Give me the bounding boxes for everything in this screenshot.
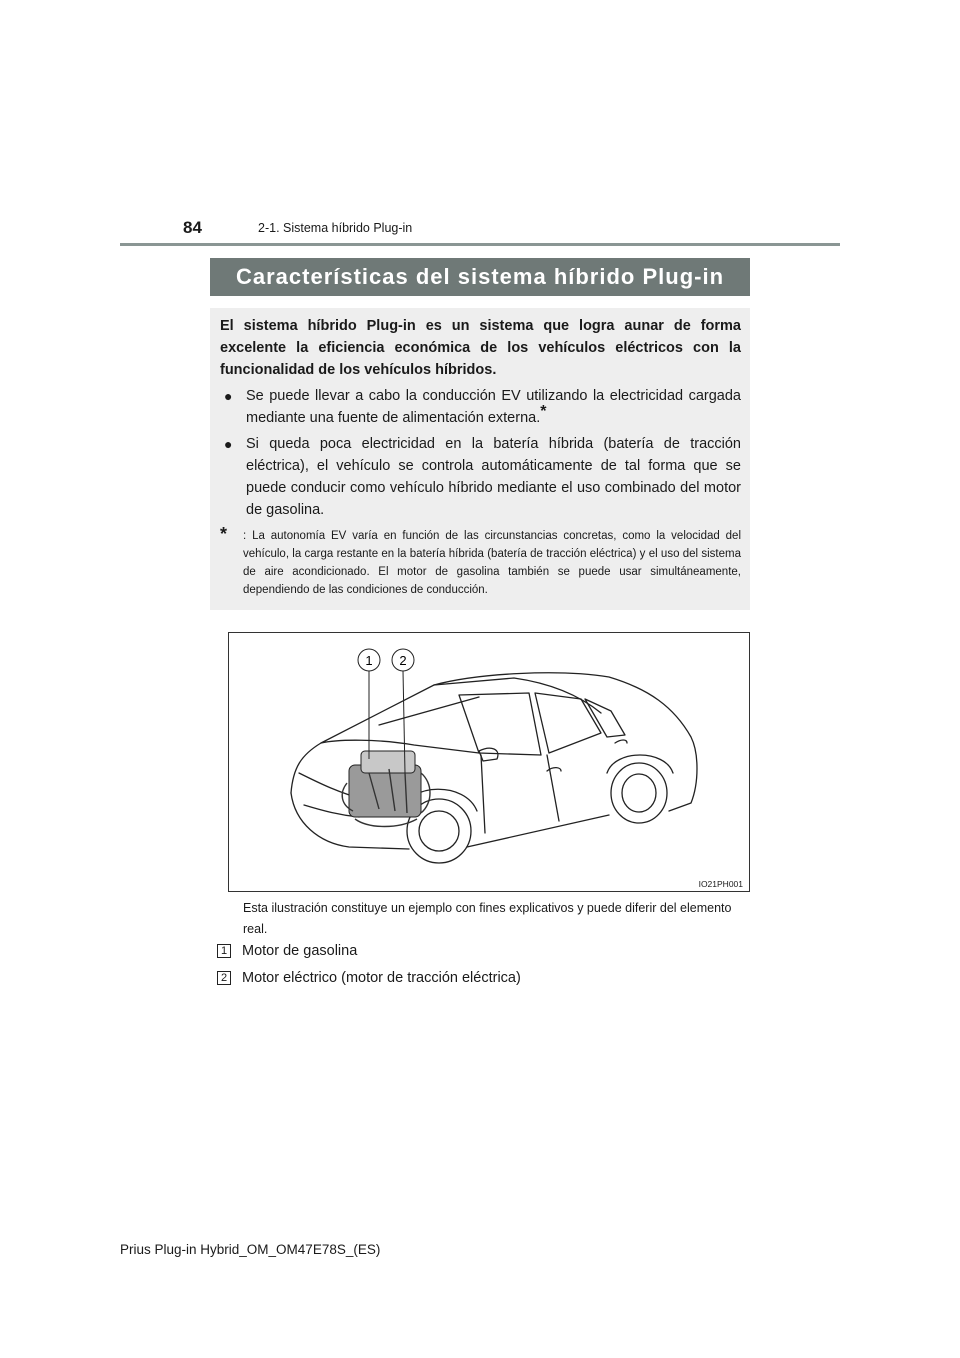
callout-1-label: 1 <box>365 653 373 668</box>
intro-box <box>210 308 750 610</box>
bullet-dot-icon: ● <box>224 388 233 404</box>
list-item <box>220 385 741 429</box>
footnote-text: : La autonomía EV varía en función de las circunstancias concretas, como la velocidad del vehículo, la carga restante en la batería híbrida (batería de tracción eléctrica) y el uso del sistema de aire acondicionado. El motor de gasolina también se puede usar simultáneamente, dependiendo de las condiciones de conducción. <box>243 530 741 596</box>
car-illustration <box>229 633 749 891</box>
page-title: Características del sistema híbrido Plug-in <box>210 258 750 296</box>
legend-item-2 <box>217 968 521 988</box>
legend-number: 2 <box>217 971 231 985</box>
bullet-text: Se puede llevar a cabo la conducción EV utilizando la electricidad cargada mediante una fuente de alimentación externa. <box>246 388 741 426</box>
footnote <box>220 524 741 599</box>
figure-caption: Esta ilustración constituye un ejemplo con fines explicativos y puede diferir del elemento real. <box>243 901 732 936</box>
footer-document-id: Prius Plug-in Hybrid_OM_OM47E78S_(ES) <box>120 1242 381 1257</box>
bullet-dot-icon: ● <box>224 436 233 452</box>
legend-item-1 <box>217 941 357 961</box>
footnote-mark: * <box>220 524 228 544</box>
footnote-ref: * <box>540 403 547 421</box>
callout-2-label: 2 <box>399 653 407 668</box>
section-label: 2-1. Sistema híbrido Plug-in <box>258 221 413 235</box>
intro-text: El sistema híbrido Plug-in es un sistema que logra aunar de forma excelente la eficiencia económica de los vehículos eléctricos con la funcionalidad de los vehículos híbridos. <box>220 318 741 378</box>
bullet-list <box>220 385 741 521</box>
bullet-text: Si queda poca electricidad en la batería híbrida (batería de tracción eléctrica), el vehículo se controla automáticamente de tal forma que se puede conducir como vehículo híbrido mediante el uso combinado del motor de gasolina. <box>246 436 741 518</box>
figure <box>228 632 750 892</box>
page-number: 84 <box>183 218 202 237</box>
list-item <box>220 433 741 521</box>
figure-code: IO21PH001 <box>698 879 743 889</box>
legend-label: Motor de gasolina <box>242 943 358 959</box>
legend-label: Motor eléctrico (motor de tracción eléctrica) <box>242 970 521 986</box>
header-rule <box>120 243 840 246</box>
legend-number: 1 <box>217 944 231 958</box>
